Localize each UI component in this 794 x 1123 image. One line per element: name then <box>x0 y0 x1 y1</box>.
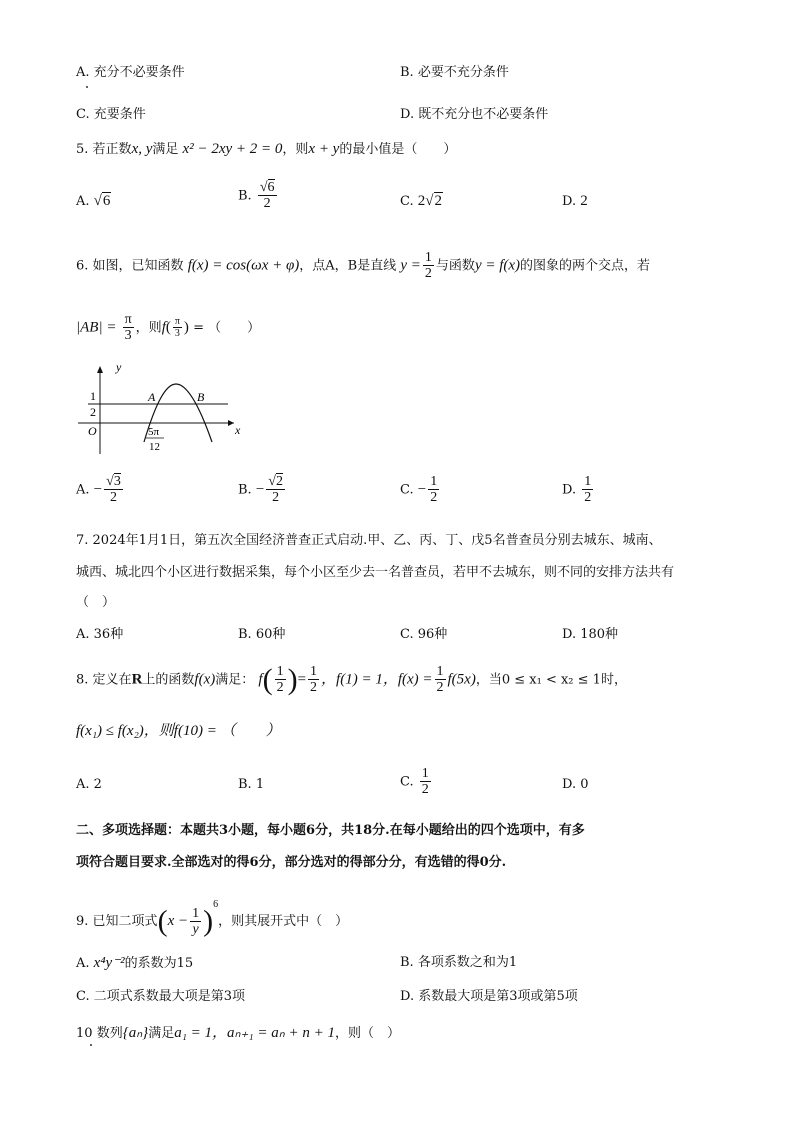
numerator: 1 <box>192 905 200 921</box>
option-c: C. 二项式系数最大项是第3项 <box>76 989 246 1004</box>
point-b-label: B <box>197 390 205 404</box>
fraction <box>423 250 434 282</box>
x-axis-label: x <box>235 423 241 437</box>
stray-dot <box>90 1044 92 1046</box>
option-c <box>76 108 146 121</box>
question-number: 9. <box>76 914 89 929</box>
fraction: $\frac{√6}{2}$ <box>259 180 275 212</box>
question-text: ，则其展开式中（ ） <box>218 914 349 929</box>
question-8: 8. 定义在R上的函数f(x)满足： f( $\frac{1}{2}$ )= $\frac{1}{2}$ ，f(1) = 1，f(x) = $\frac{1}{2}$ f(5x)，当0 ≤ x₁ < x₂ ≤ 1时， <box>76 662 627 696</box>
numerator: π <box>124 312 132 327</box>
sign: − <box>93 481 103 498</box>
fraction <box>420 766 431 798</box>
question-6-line-2: |AB| = $\frac{\pi}{3}$ ，则f( $\frac{\pi}{3}$ ) = （ ） <box>76 312 261 344</box>
option-text: 的系数为15 <box>124 956 194 971</box>
fraction <box>123 312 134 344</box>
option-c <box>400 766 433 798</box>
sign: − <box>417 481 427 498</box>
question-text: ，则 <box>135 320 162 336</box>
x-tick-denominator: 12 <box>149 441 160 453</box>
question-text: 若正数 <box>92 142 132 157</box>
denominator: 2 <box>109 490 117 506</box>
option-label: B. <box>238 482 252 498</box>
denominator: 2 <box>276 680 284 696</box>
math-expression: x − <box>167 913 189 929</box>
numerator: 1 <box>310 664 318 679</box>
math-vars: x, y <box>131 141 153 157</box>
fraction <box>308 664 319 696</box>
y-axis-label: y <box>116 362 122 374</box>
sqrt-expression: √6 <box>93 193 111 209</box>
denominator: 2 <box>584 490 592 506</box>
option-label: C. <box>400 482 414 498</box>
option-label: A. <box>76 956 90 971</box>
fraction <box>435 664 446 696</box>
question-text: ，则 <box>282 142 309 157</box>
option-text: 必要不充分条件 <box>417 65 509 80</box>
question-text: ，当0 ≤ x₁ < x₂ ≤ 1时， <box>475 672 627 688</box>
x-axis-arrow <box>228 420 234 426</box>
option-text: 充要条件 <box>93 107 146 122</box>
option-label: C. <box>400 774 414 790</box>
math-expression: |AB| = <box>76 319 117 336</box>
option-text: 充分不必要条件 <box>93 65 185 80</box>
math-sequence: {aₙ} <box>122 1025 149 1041</box>
math-function: f(x) = cos(ωx + φ) <box>187 257 300 274</box>
option-label: A. <box>76 482 90 498</box>
math-equation: x² − 2xy + 2 = 0 <box>182 141 283 157</box>
question-text: 满足 <box>148 1026 175 1041</box>
fraction <box>173 316 182 339</box>
radicand: 2 <box>275 474 283 489</box>
option-d: D. 0 <box>562 777 589 792</box>
denominator: y <box>192 922 199 937</box>
fraction <box>428 474 439 506</box>
option-value: 2 <box>580 193 588 209</box>
math-function: f(x) <box>194 671 216 688</box>
denominator: 2 <box>424 266 432 282</box>
equals-sign: = <box>297 671 307 688</box>
math-function: f <box>258 671 263 688</box>
math-expression: f(x₁) ≤ f(x₂)，则f(10) = （ ） <box>76 723 281 739</box>
option-label: B. <box>238 188 252 204</box>
math-expression: ，f(1) = 1，f(x) = <box>321 671 433 688</box>
radicand: 6 <box>102 193 111 209</box>
denominator: 2 <box>436 680 444 696</box>
option-c: C. 96种 <box>400 627 448 642</box>
function-graph <box>72 362 242 456</box>
option-d <box>562 194 588 209</box>
point-a-label: A <box>148 390 156 404</box>
option-a <box>76 956 193 971</box>
option-label: D. <box>562 482 577 498</box>
numerator: 1 <box>430 474 438 489</box>
question-text: 的最小值是（ ） <box>339 142 457 157</box>
fraction <box>582 474 593 506</box>
option-d <box>400 108 548 121</box>
math-expression: x + y <box>308 141 340 157</box>
option-a <box>76 194 111 209</box>
question-text: 与函数 <box>435 258 475 274</box>
x-tick-numerator: 5π <box>148 426 160 438</box>
option-b: B. 1 <box>238 777 265 792</box>
real-set-symbol: R <box>131 671 143 688</box>
question-text: 定义在 <box>92 672 132 688</box>
question-text: = （ ） <box>193 320 261 336</box>
sqrt-expression: √2 <box>425 193 442 209</box>
option-b <box>238 474 287 506</box>
radicand: 2 <box>434 193 442 209</box>
numerator: 1 <box>276 664 284 679</box>
option-text: 既不充分也不必要条件 <box>418 107 549 122</box>
option-d: D. 180种 <box>562 627 619 642</box>
question-7-line-3: （ ） <box>76 595 116 610</box>
question-number: 10 <box>76 1026 93 1041</box>
option-a: A. 2 <box>76 777 102 792</box>
question-number: 6. <box>76 258 89 274</box>
tick-label-denominator: 2 <box>90 405 96 419</box>
question-9: 9. 已知二项式(x − $\frac{1}{y}$ )$^6$，则其展开式中（ ） <box>76 899 349 938</box>
question-7-line-2: 城西、城北四个小区进行数据采集，每个小区至少去一名普查员，若甲不去城东，则不同的安排方法共有 <box>76 565 675 580</box>
radicand: 6 <box>267 180 275 195</box>
question-text: 满足： <box>215 672 255 688</box>
option-label: A. <box>76 194 90 209</box>
denominator: 2 <box>272 490 280 506</box>
denominator: 2 <box>430 490 438 506</box>
numerator: 1 <box>421 766 429 781</box>
math-expression: f(5x) <box>447 671 476 688</box>
math-expression: x⁴y⁻² <box>93 955 125 971</box>
question-8-line-2 <box>76 724 281 739</box>
question-7-line-1: 7. 2024年1月1日，第五次全国经济普查正式启动.甲、乙、丙、丁、戊5名普查员分别去城东、城南、 <box>76 533 662 548</box>
section-heading-line-1: 二、多项选择题：本题共3小题，每小题6分，共18分.在每小题给出的四个选项中，有多 <box>76 823 585 838</box>
origin-label: O <box>88 424 97 438</box>
option-label: D. <box>400 107 415 122</box>
denominator: 2 <box>263 196 271 212</box>
question-text: 的图象的两个交点，若 <box>520 258 651 274</box>
question-5 <box>76 142 456 157</box>
math-function: f <box>161 319 166 336</box>
option-a <box>76 66 185 79</box>
y-axis-arrow <box>97 366 103 373</box>
option-d: D. 系数最大项是第3项或第5项 <box>400 989 578 1004</box>
option-a: A. 36种 <box>76 627 124 642</box>
sign: − <box>255 481 265 498</box>
stray-dot <box>86 86 88 88</box>
numerator: 1 <box>584 474 592 489</box>
exponent: 6 <box>213 899 219 910</box>
fraction <box>190 906 201 938</box>
option-label: A. <box>76 65 90 80</box>
question-text: ，则（ ） <box>335 1026 401 1041</box>
question-number: 8. <box>76 672 89 688</box>
denominator: 3 <box>124 328 132 344</box>
option-label: D. <box>562 194 577 209</box>
coefficient: 2 <box>417 193 426 209</box>
option-b: B. 60种 <box>238 627 286 642</box>
tick-label-numerator: 1 <box>90 389 96 403</box>
numerator: 1 <box>436 664 444 679</box>
option-b <box>400 66 509 79</box>
option-label: C. <box>76 107 90 122</box>
option-c <box>400 474 441 506</box>
question-text: 上的函数 <box>142 672 195 688</box>
numerator: π <box>174 316 180 328</box>
denominator: 2 <box>310 680 318 696</box>
option-b: B. 各项系数之和为1 <box>400 955 518 970</box>
option-label: C. <box>400 194 414 209</box>
denominator: 2 <box>421 782 429 798</box>
radicand: 3 <box>113 474 121 489</box>
question-text: 数列 <box>96 1026 123 1041</box>
question-10 <box>76 1026 400 1041</box>
option-d <box>562 474 595 506</box>
math-expression: a₁ = 1，aₙ₊₁ = aₙ + n + 1 <box>174 1025 335 1041</box>
question-6 <box>76 250 650 282</box>
option-a <box>76 474 125 506</box>
fraction: $\frac{√3}{2}$ <box>106 474 121 506</box>
option-b <box>238 180 279 212</box>
fraction: $\frac{√2}{2}$ <box>268 474 283 506</box>
section-heading-line-2: 项符合题目要求.全部选对的得6分，部分选对的得部分分，有选错的得0分. <box>76 855 507 870</box>
question-text: 如图，已知函数 <box>92 258 184 274</box>
fraction <box>275 664 286 696</box>
numerator: 1 <box>424 250 432 265</box>
question-text: 满足 <box>152 142 179 157</box>
math-function: y = f(x) <box>474 257 521 274</box>
option-label: B. <box>400 65 414 80</box>
math-expression: y = <box>400 257 421 274</box>
option-c <box>400 194 443 209</box>
question-text: 已知二项式 <box>92 914 158 929</box>
question-number: 5. <box>76 142 89 157</box>
denominator: 3 <box>174 328 180 340</box>
question-text: ，点A，B是直线 <box>299 258 397 274</box>
